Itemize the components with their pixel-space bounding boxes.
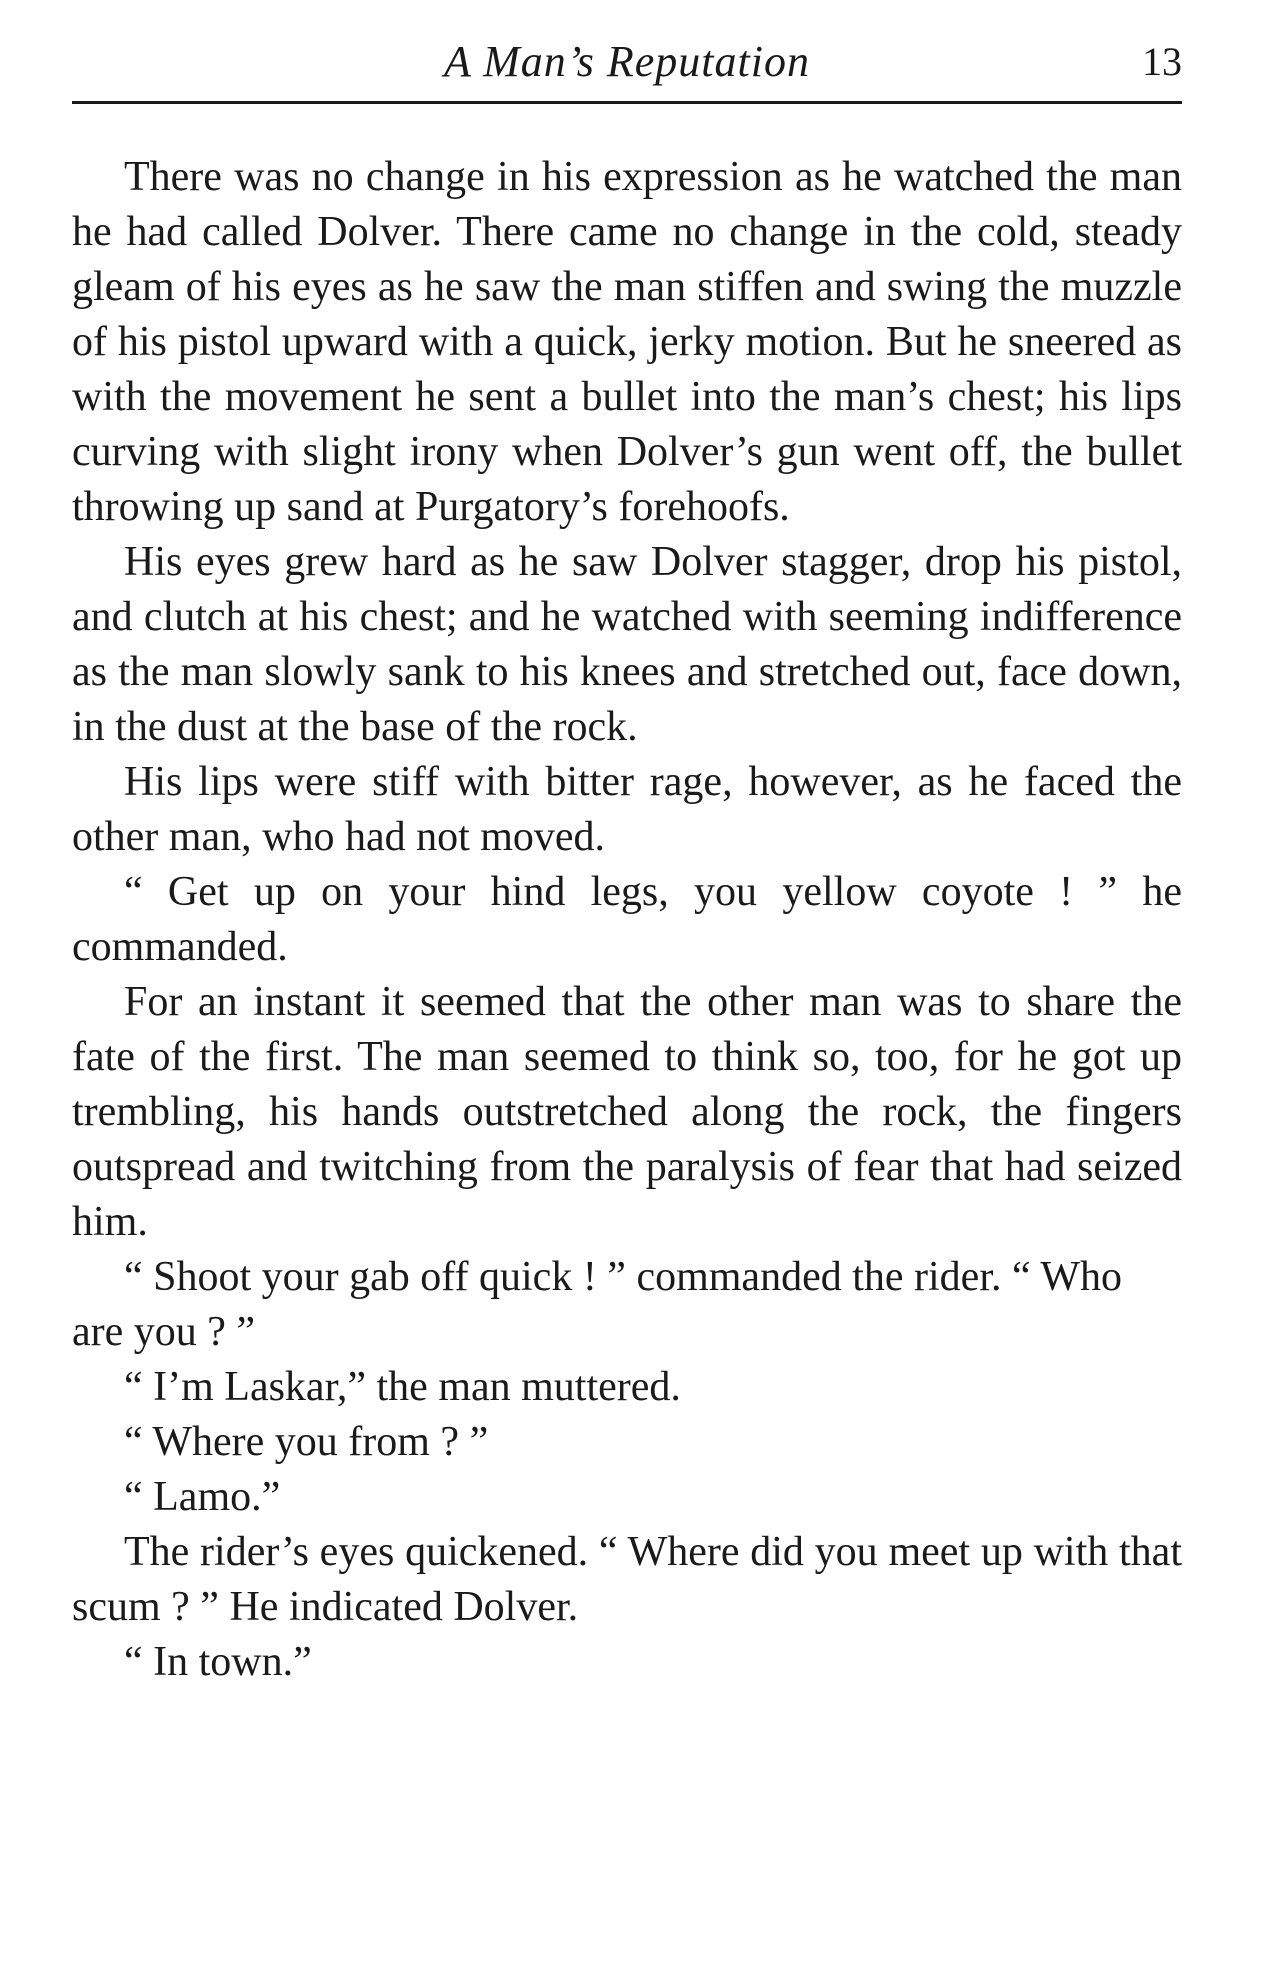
paragraph-shooting-dolver: There was no change in his expression as he watched the man he had called Dolver. There came no change in the cold, steady gleam of his eyes as he saw the man stiffen and swing the muzzle of his pistol upward with a quick, jerky motion. But he sneered as with the movement he sent a bullet into the man’s chest; his lips curving with slight irony when Dolver’s gun went off, the bullet throwing up sand at Purgatory’s forehoofs. [72, 154, 1182, 530]
paragraph-where-from: “ Where you from ? ” [124, 1419, 489, 1465]
header-rule [72, 101, 1182, 104]
page-number: 13 [1142, 39, 1182, 84]
paragraph-shoot-your-gab: “ Shoot your gab off quick ! ” commanded the rider. “ Who are you ? ” [72, 1254, 1123, 1355]
body-text [72, 150, 1182, 1690]
paragraph-get-up-command: “ Get up on your hind legs, you yellow coyote ! ” he commanded. [72, 869, 1182, 970]
running-head [72, 28, 1182, 98]
paragraph-where-meet: The rider’s eyes quickened. “ Where did you meet up with that scum ? ” He indicated Dolver. [72, 1529, 1182, 1630]
running-title: A Man’s Reputation [444, 37, 810, 86]
paragraph-in-town: “ In town.” [124, 1639, 312, 1685]
paragraph-fate-of-first: For an instant it seemed that the other man was to share the fate of the first. The man seemed to think so, too, for he got up trembling, his hands outstretched along the rock, the fingers outspread and twitching from the paralysis of fear that had seized him. [72, 979, 1182, 1245]
paragraph-im-laskar: “ I’m Laskar,” the man muttered. [124, 1364, 681, 1410]
paragraph-lamo: “ Lamo.” [124, 1474, 281, 1520]
paragraph-dolver-falls: His eyes grew hard as he saw Dolver stagger, drop his pistol, and clutch at his chest; and he watched with seeming indifference as the man slowly sank to his knees and stretched out, face down, in the dust at the base of the rock. [72, 539, 1182, 750]
paragraph-bitter-rage: His lips were stiff with bitter rage, however, as he faced the other man, who had not moved. [72, 759, 1182, 860]
